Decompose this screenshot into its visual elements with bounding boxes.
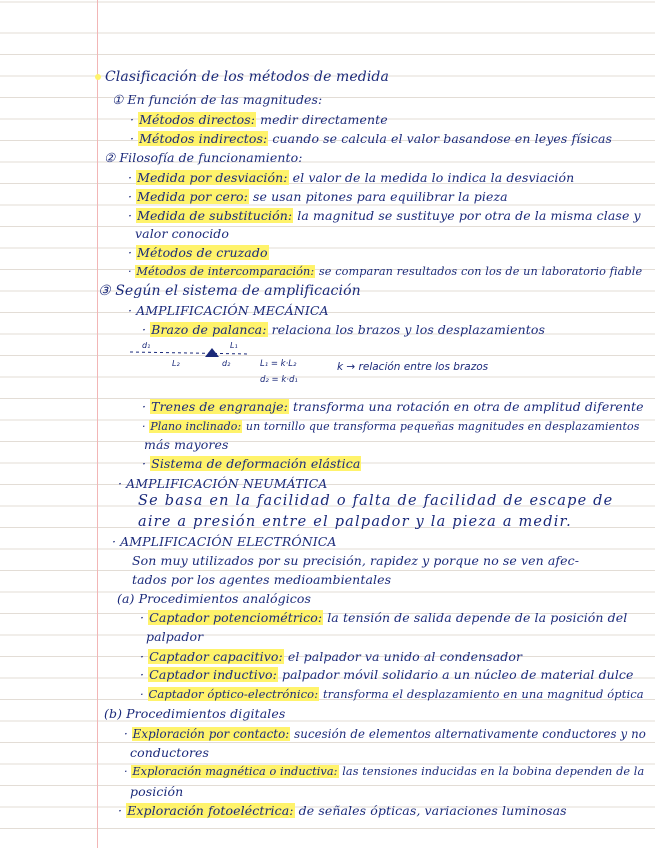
text-line: · Métodos de cruzado: [128, 245, 268, 260]
text-line: · Exploración magnética o inductiva: las tensiones inducidas en la bobina dependen de la: [124, 765, 645, 778]
text-line: · Métodos de intercomparación: se comparan resultados con los de un laboratorio fiable: [128, 265, 643, 278]
section-heading: ① En función de las magnitudes:: [112, 92, 323, 107]
text-line: · Sistema de deformación elástica: [142, 456, 361, 471]
page-title: Clasificación de los métodos de medida: [95, 69, 389, 85]
text-line: · Medida por desviación: el valor de la medida lo indica la desviación: [128, 170, 575, 185]
text-line: valor conocido: [135, 226, 230, 241]
diagram-equation: L₁ = k·L₂: [260, 359, 297, 369]
text-line: · Captador potenciométrico: la tensión de salida depende de la posición del: [140, 610, 628, 625]
text-line: · Trenes de engranaje: transforma una rotación en otra de amplitud diferente: [142, 399, 644, 414]
text-line: conductores: [130, 745, 210, 760]
bullet-icon: [95, 74, 101, 80]
text-line: · Exploración fotoeléctrica: de señales ópticas, variaciones luminosas: [118, 803, 567, 818]
text-line: aire a presión entre el palpador y la pieza a medir.: [138, 514, 572, 530]
text-line: · Brazo de palanca: relaciona los brazos y los desplazamientos: [142, 322, 545, 337]
diagram-equation: d₂ = k·d₁: [260, 375, 298, 385]
text-line: · Medida por cero: se usan pitones para equilibrar la pieza: [128, 189, 508, 204]
section-heading: ② Filosofía de funcionamiento:: [104, 150, 303, 165]
text-line: · Métodos directos: medir directamente: [130, 112, 388, 127]
text-line: · Exploración por contacto: sucesión de elementos alternativamente conductores y no: [124, 727, 646, 741]
diagram-relation: k → relación entre los brazos: [337, 361, 489, 373]
lever-diagram: [130, 340, 530, 390]
text-line: Se basa en la facilidad o falta de facilidad de escape de: [138, 493, 614, 509]
text-line: · Plano inclinado: un tornillo que transforma pequeñas magnitudes en desplazamientos: [142, 420, 640, 433]
text-line: · Métodos indirectos: cuando se calcula el valor basandose en leyes físicas: [130, 131, 613, 146]
diagram-label: L₂: [172, 359, 180, 368]
text-line: palpador: [146, 629, 204, 644]
subsection-heading: (a) Procedimientos analógicos: [117, 591, 312, 606]
subsection-heading: · AMPLIFICACIÓN NEUMÁTICA: [118, 476, 328, 491]
margin-line: [97, 0, 98, 848]
subsection-heading: · AMPLIFICACIÓN MECÁNICA: [128, 303, 329, 318]
text-line: · Captador óptico-electrónico: transforma el desplazamiento en una magnitud óptica: [140, 687, 644, 701]
diagram-label: d₁: [142, 341, 151, 350]
text-line: posición: [130, 784, 184, 799]
text-line: · Medida de substitución: la magnitud se sustituye por otra de la misma clase y: [128, 208, 641, 223]
diagram-label: L₁: [230, 341, 238, 350]
text-line: tados por los agentes medioambientales: [132, 572, 392, 587]
text-line: · Captador inductivo: palpador móvil solidario a un núcleo de material dulce: [140, 667, 634, 682]
section-heading: ③ Según el sistema de amplificación: [98, 283, 361, 299]
lever-arm: [130, 352, 250, 354]
text-line: · Captador capacitivo: el palpador va unido al condensador: [140, 649, 523, 664]
text-line: más mayores: [144, 437, 229, 452]
fulcrum-icon: [205, 348, 219, 357]
diagram-label: d₂: [222, 359, 231, 368]
subsection-heading: (b) Procedimientos digitales: [104, 706, 286, 721]
subsection-heading: · AMPLIFICACIÓN ELECTRÓNICA: [112, 534, 337, 549]
text-line: Son muy utilizados por su precisión, rapidez y porque no se ven afec-: [132, 553, 580, 568]
